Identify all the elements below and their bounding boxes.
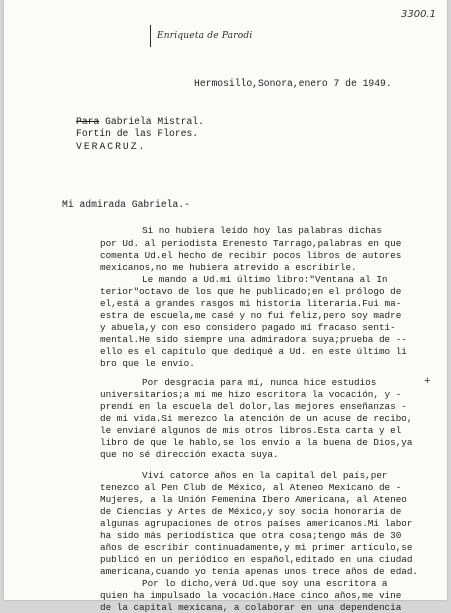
body-line: ello es el capítulo que dediqué a Ud. en este último li (100, 346, 407, 357)
body-line: libro de que le hablo,se los envío a la buena de Dios,ya (100, 437, 413, 448)
greeting: Mi admirada Gabriela.- (62, 199, 190, 210)
body-line: quien ha impulsado la vocación.Hace cinco años,me vine (100, 590, 402, 601)
body-line: mexicanos,no me hubiera atrevido a escribirle. (100, 262, 357, 273)
body-line: que no sé dirección exacta suya. (100, 449, 279, 460)
body-line: Le mando a Ud.mi último libro:"Ventana al In (142, 274, 388, 285)
body-line: y abuela,y con eso considero pagado mi fracaso senti- (100, 322, 396, 333)
body-line: por Ud. al periodista Erenesto Tarrago,palabras en que (100, 238, 402, 249)
body-line: ha sido más periodística que otra cosa;tengo más de 30 (100, 530, 402, 541)
body-line: el,está a grandes rasgos mi historia literaria.Fui ma- (100, 298, 402, 309)
letterhead-name: Enriqueta de Parodi (157, 31, 253, 41)
recipient-name: Gabriela Mistral. (99, 116, 204, 127)
body-line: prendí en la escuela del dolor,las mejores enseñanzas - (100, 401, 407, 412)
body-line: publicó en un periódico en español,editado en una ciudad (100, 554, 413, 565)
recipient-place: Fortín de las Flores. (76, 128, 199, 139)
body-line: algunas agrupaciones de otros países americanos.Mi labor (100, 518, 413, 529)
body-line: americana,cuando yo tenía apenas unos trece años de edad. (100, 566, 419, 577)
body-line: comenta Ud.el hecho de recibir pocos libros de autores (100, 250, 402, 261)
body-line: Si no hubiera leído hoy las palabras dichas (142, 225, 382, 236)
recipient-name-line (76, 116, 204, 128)
archive-number: 3300.1 (401, 9, 436, 20)
body-line: terior"octavo de los que he publicado;en el prólogo de (100, 286, 402, 297)
body-line: estra de escuela,me casé y no fui feliz,pero soy madre (100, 310, 402, 321)
body-line: de Ciencias y Artes de México,y soy socia honoraria de (100, 506, 402, 517)
body-line: Viví catorce años en la capital del país,per (142, 470, 388, 481)
letter-page (4, 0, 447, 613)
recipient-state: VERACRUZ. (76, 141, 147, 152)
letterhead (150, 26, 252, 46)
body-line: de la capital mexicana, a colaborar en una dependencia (100, 602, 402, 613)
body-line: tenezco al Pen Club de México, al Ateneo Mexicano de - (100, 482, 402, 493)
date-line: Hermosillo,Sonora,enero 7 de 1949. (194, 78, 392, 89)
body-line: mental.He sido siempre una admiradora suya;prueba de -- (100, 334, 407, 345)
body-line: años de escribir continuadamente,y mi primer artículo,se (100, 542, 413, 553)
struck-word: Para (76, 116, 100, 127)
margin-mark: + (424, 376, 431, 388)
body-line: universitarios;a mí me hizo escritora la vocación, y - (100, 389, 402, 400)
body-line: Mujeres, a la Unión Femenina Ibero Americana, al Ateneo (100, 494, 407, 505)
body-line: le enviaré algunos de mis otros libros.Esta carta y el (100, 425, 402, 436)
letterhead-rule (150, 25, 151, 47)
body-line: Por lo dicho,verá Ud.que soy una escritora a (142, 578, 388, 589)
body-line: bro que le envío. (100, 358, 195, 369)
body-line: de mi vida.Si merezco la atención de un acuse de recibo, (100, 413, 413, 424)
body-line: Por desgracia para mí, nunca hice estudios (142, 377, 377, 388)
